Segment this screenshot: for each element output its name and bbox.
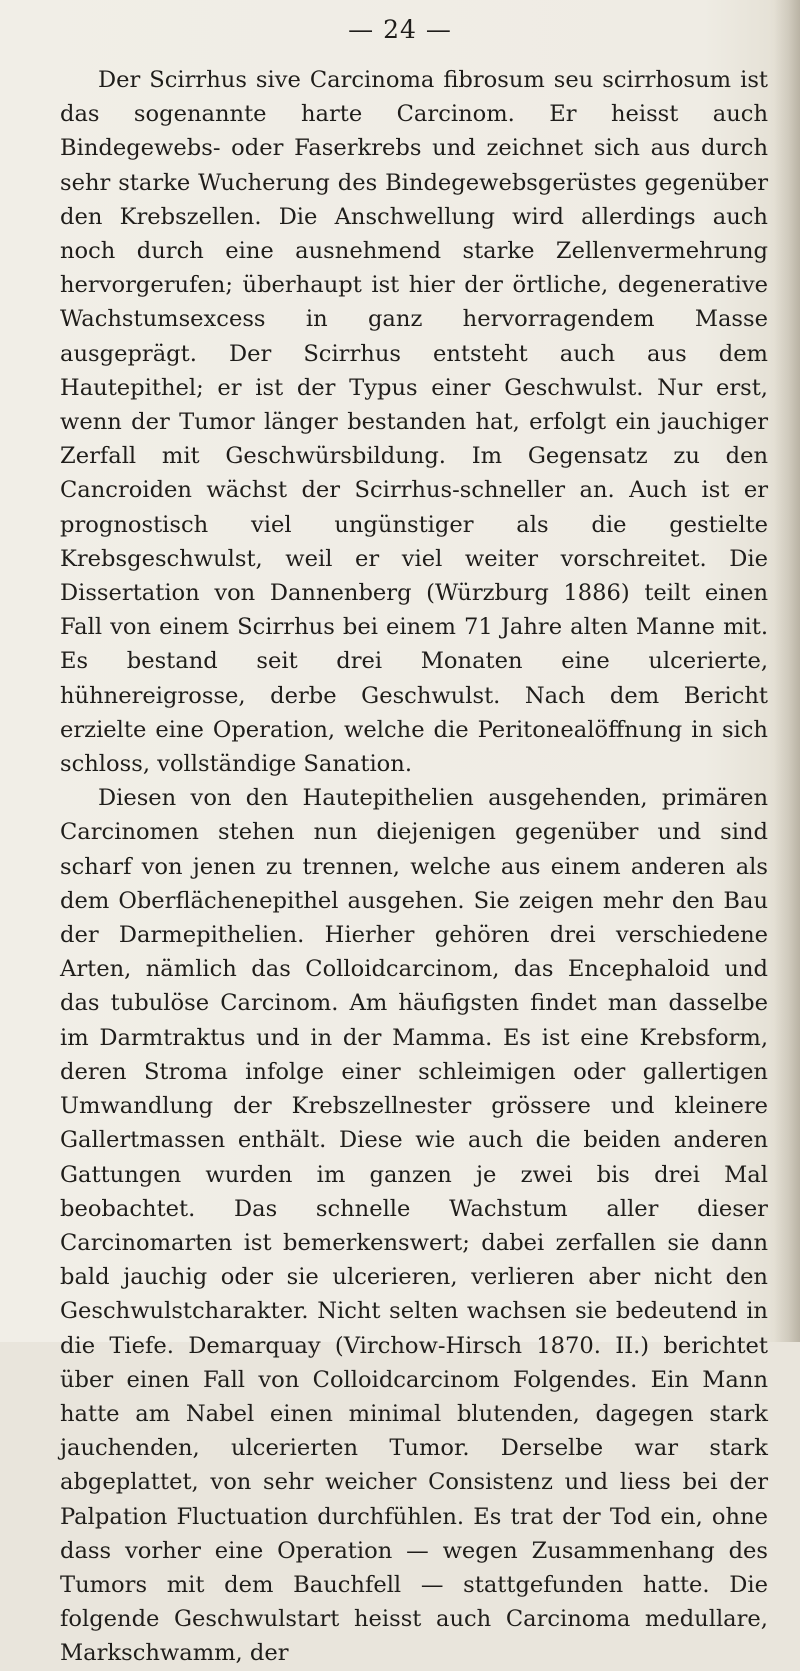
body-text: [60, 63, 768, 1671]
paragraph-scirrhus: Der Scirrhus sive Carcinoma fibrosum seu scirrhosum ist das sogenannte harte Carcinom. Er heisst auch Bindegewebs- oder Faserkrebs und zeichnet sich aus durch sehr starke Wucherung des Bindegewebsgerüstes gegenüber den Krebszellen. Die Anschwellung wird allerdings auch noch durch eine ausnehmend starke Zellenvermehrung hervorgerufen; überhaupt ist hier der örtliche, degenerative Wachstumsexcess in ganz hervorragendem Masse ausgeprägt. Der Scirrhus entsteht auch aus dem Hautepithel; er ist der Typus einer Geschwulst. Nur erst, wenn der Tumor länger bestanden hat, erfolgt ein jauchiger Zerfall mit Geschwürsbildung. Im Gegensatz zu den Cancroiden wächst der Scirrhus-schneller an. Auch ist er prognostisch viel ungünstiger als die gestielte Krebsgeschwulst, weil er viel weiter vorschreitet. Die Dissertation von Dannenberg (Würzburg 1886) teilt einen Fall von einem Scirrhus bei einem 71 Jahre alten Manne mit. Es bestand seit drei Monaten eine ulcerierte, hühnereigrosse, derbe Geschwulst. Nach dem Bericht erzielte eine Operation, welche die Peritonealöffnung in sich schloss, vollständige Sanation.: [60, 67, 768, 778]
page-number: — 24 —: [348, 15, 452, 44]
page-edge-shadow: [774, 0, 800, 1342]
paragraph-darmepithel-carcinome: Diesen von den Hautepithelien ausgehenden, primären Carcinomen stehen nun diejenigen gegenüber und sind scharf von jenen zu trennen, welche aus einem anderen als dem Oberflächenepithel ausgehen. Sie zeigen mehr den Bau der Darmepithelien. Hierher gehören drei verschiedene Arten, nämlich das Colloidcarcinom, das Encephaloid und das tubulöse Carcinom. Am häufigsten findet man dasselbe im Darmtraktus und in der Mamma. Es ist eine Krebsform, deren Stroma infolge einer schleimigen oder gallertigen Umwandlung der Krebszellnester grössere und kleinere Gallertmassen enthält. Diese wie auch die beiden anderen Gattungen wurden im ganzen je zwei bis drei Mal beobachtet. Das schnelle Wachstum aller dieser Carcinomarten ist bemerkenswert; dabei zerfallen sie dann bald jauchig oder sie ulcerieren, verlieren aber nicht den Geschwulstcharakter. Nicht selten wachsen sie bedeutend in die Tiefe. Demarquay (Virchow-Hirsch 1870. II.) berichtet über einen Fall von Colloidcarcinom Folgendes. Ein Mann hatte am Nabel einen minimal blutenden, dagegen stark jauchenden, ulcerierten Tumor. Derselbe war stark abgeplattet, von sehr weicher Consistenz und liess bei der Palpation Fluctuation durchfühlen. Es trat der Tod ein, ohne dass vorher eine Operation — wegen Zusammenhang des Tumors mit dem Bauchfell — stattgefunden hatte. Die folgende Geschwulstart heisst auch Carcinoma medullare, Markschwamm, der: [60, 785, 768, 1667]
